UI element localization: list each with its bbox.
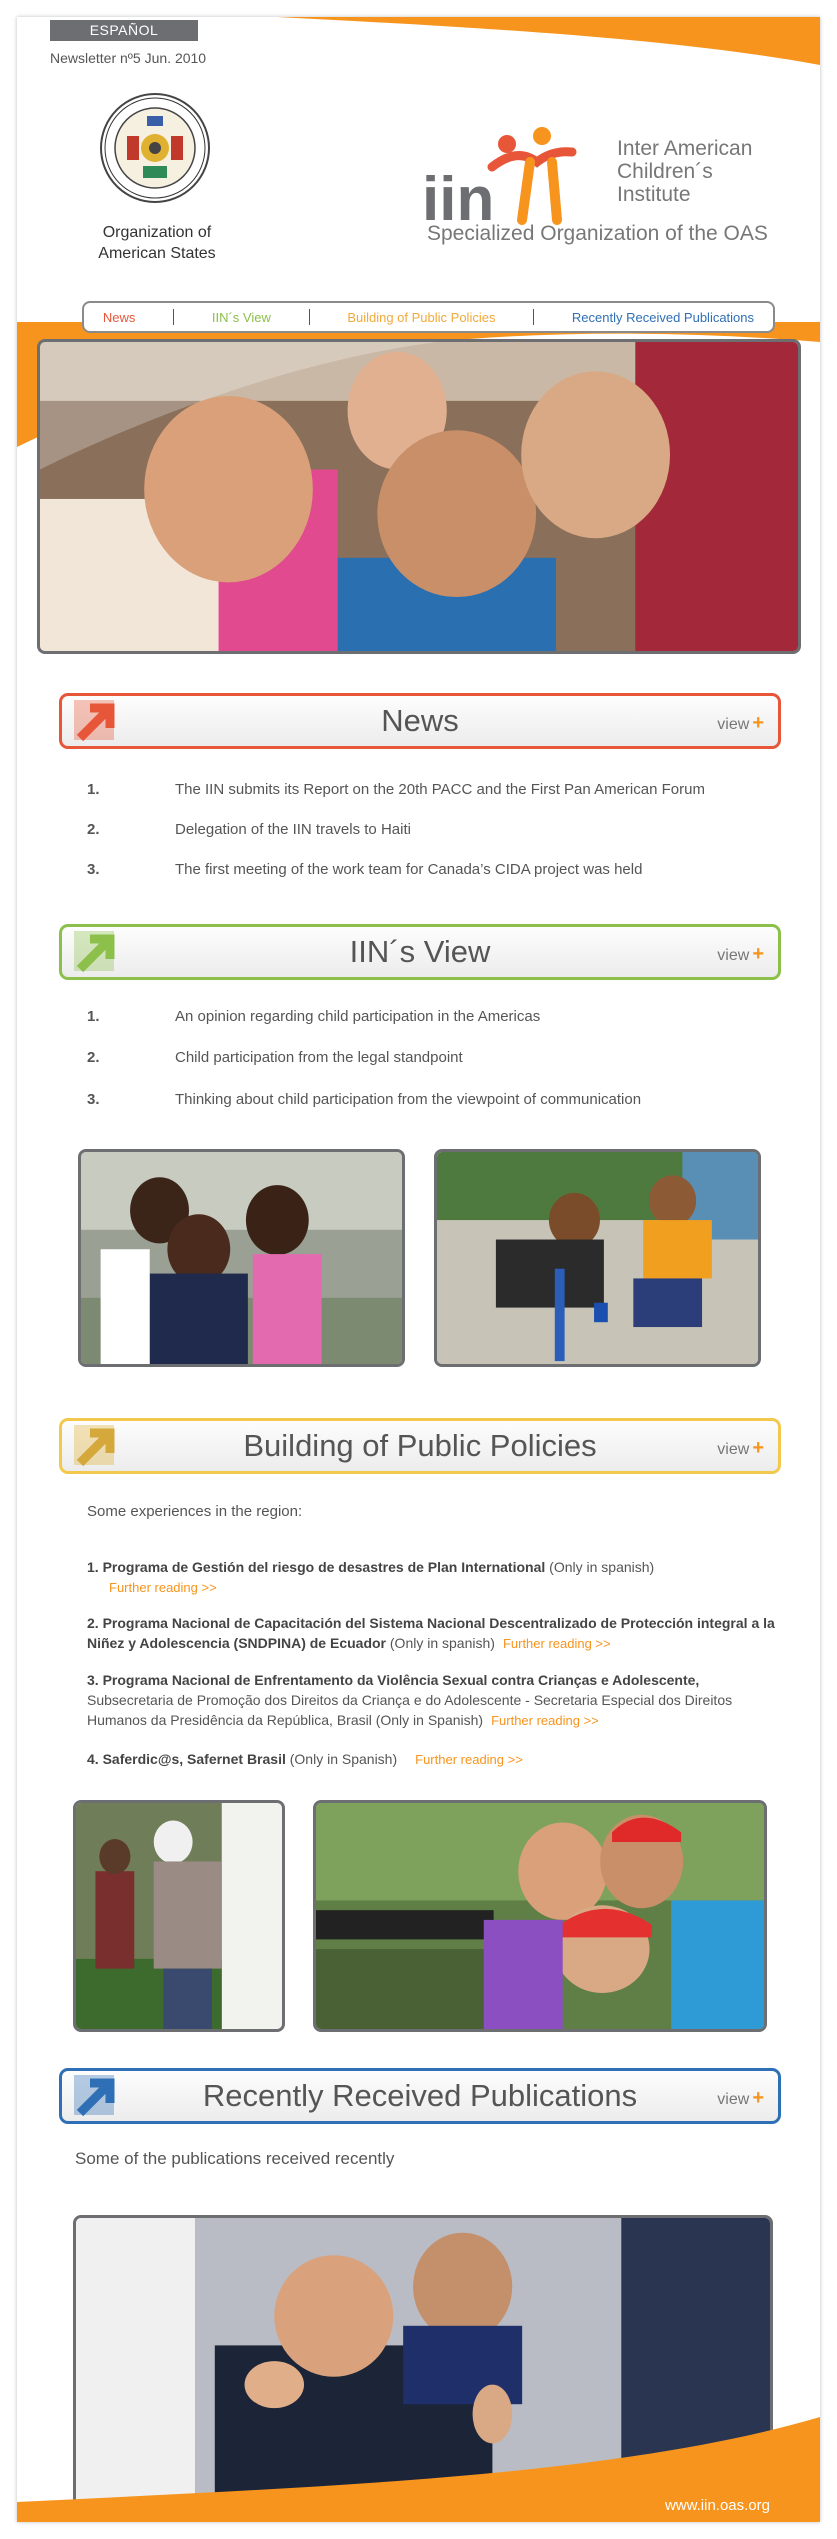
- further-reading-link[interactable]: Further reading >>: [109, 1580, 217, 1595]
- publications-intro: Some of the publications received recently: [75, 2149, 395, 2168]
- section-title: News: [381, 703, 459, 738]
- policy-item: 4. Saferdic@s, Safernet Brasil (Only in Spanish) Further reading >>: [87, 1751, 523, 1767]
- issue-label: Newsletter nº5 Jun. 2010: [50, 50, 207, 66]
- publications-header: [59, 2068, 781, 2124]
- further-reading-link[interactable]: Further reading >>: [502, 1636, 611, 1651]
- iins-view-header: [59, 924, 781, 980]
- nav-publications[interactable]: Recently Received Publications: [571, 309, 755, 325]
- nav-divider: [173, 309, 174, 325]
- view-link[interactable]: view +: [717, 2087, 764, 2109]
- nav-divider: [309, 309, 310, 325]
- children-red-caps-photo: [313, 1800, 767, 2032]
- nav-news[interactable]: News: [102, 309, 136, 325]
- view-link[interactable]: view +: [717, 712, 764, 734]
- volunteers-photo: [73, 1800, 285, 2032]
- section-title: Recently Received Publications: [202, 2078, 638, 2113]
- policy-item: 1. Programa de Gestión del riesgo de desastres de Plan International (Only in spanish) Further reading >>: [87, 1559, 655, 1595]
- language-tab[interactable]: ESPAÑOL: [50, 20, 198, 41]
- further-reading-link[interactable]: Further reading >>: [491, 1713, 599, 1728]
- oas-seal-logo: [99, 92, 211, 204]
- view-link[interactable]: view +: [717, 1437, 764, 1459]
- main-nav: [82, 301, 775, 333]
- section-title: Building of Public Policies: [243, 1428, 597, 1463]
- newsletter-page: ESPAÑOL Newsletter nº5 Jun. 2010 Organization of American States iin Inter American Children´s Institute Specialized Organization of the OAS News IIN´s View Building of Public Policies Recently Received Publications News view + 1. The IIN submits its Report on the 20th PACC and the First Pan American Forum 2. Delegation of the IIN travels to Haiti 3. The first meeting of the work team for Canada’s CIDA project was held IIN´s View view + 1. An opinion regarding child participation in the Americas 2. Child participation from the legal standpoint 3. Thinking about child participation from the viewpoint of communication Building of Public Policies view + Some experiences in the region: 1. Programa de Gestión del riesgo de desastres de Plan International (Only in spanish) Further reading >> 2. Programa Nacional de Capacitación del Sistema Nacional Descentralizado de Protección integral a la Niñez y Adolescencia (SNDPINA) de Ecuador (Only in spanish) Further reading >> 3. Programa Nacional de Enfrentamento da Violência Sexual contra Crianças e Adolescente, Subsecretaria de Promoção dos Direitos da Criança e do Adolescente - Secretaria Especial dos Direitos Humanos da Presidência da República, Brasil (Only in Spanish) Further reading >> 4. Saferdic@s, Safernet Brasil (Only in Spanish) Further reading >> Recently Received Publications view + Some of the publications received recently www.iin.oas.org: [17, 17, 820, 2522]
- public-policies-header: [59, 1418, 781, 1474]
- iin-tagline: Specialized Organization of the OAS: [427, 222, 768, 245]
- website-link[interactable]: www.iin.oas.org: [664, 2497, 770, 2514]
- news-header: [59, 693, 781, 749]
- section-title: IIN´s View: [349, 934, 491, 969]
- children-playing-photo: [434, 1149, 761, 1367]
- iin-logo: [422, 122, 612, 232]
- children-group-photo: [78, 1149, 405, 1367]
- view-link[interactable]: view +: [717, 943, 764, 965]
- hero-photo: [37, 339, 801, 654]
- svg-text:iin: iin: [422, 165, 495, 232]
- nav-divider: [533, 309, 534, 325]
- policies-intro: Some experiences in the region:: [87, 1503, 303, 1520]
- nav-iins-view[interactable]: IIN´s View: [211, 309, 271, 325]
- iin-name: Inter American Children´s Institute: [617, 137, 753, 206]
- policy-item: 2. Programa Nacional de Capacitación del Sistema Nacional Descentralizado de Protección integral a la Niñez y Adolescencia (SNDPINA) de Ecuador (Only in spanish) Further reading >>: [87, 1615, 775, 1651]
- policy-item: 3. Programa Nacional de Enfrentamento da Violência Sexual contra Crianças e Adolescente, Subsecretaria de Promoção dos Direitos da Criança e do Adolescente - Secretaria Especial dos Direitos Humanos da Presidência da República, Brasil (Only in Spanish) Further reading >>: [87, 1672, 733, 1728]
- further-reading-link[interactable]: Further reading >>: [415, 1752, 523, 1767]
- nav-public-policies[interactable]: Building of Public Policies: [347, 309, 496, 325]
- oas-name: Organization of American States: [98, 224, 216, 262]
